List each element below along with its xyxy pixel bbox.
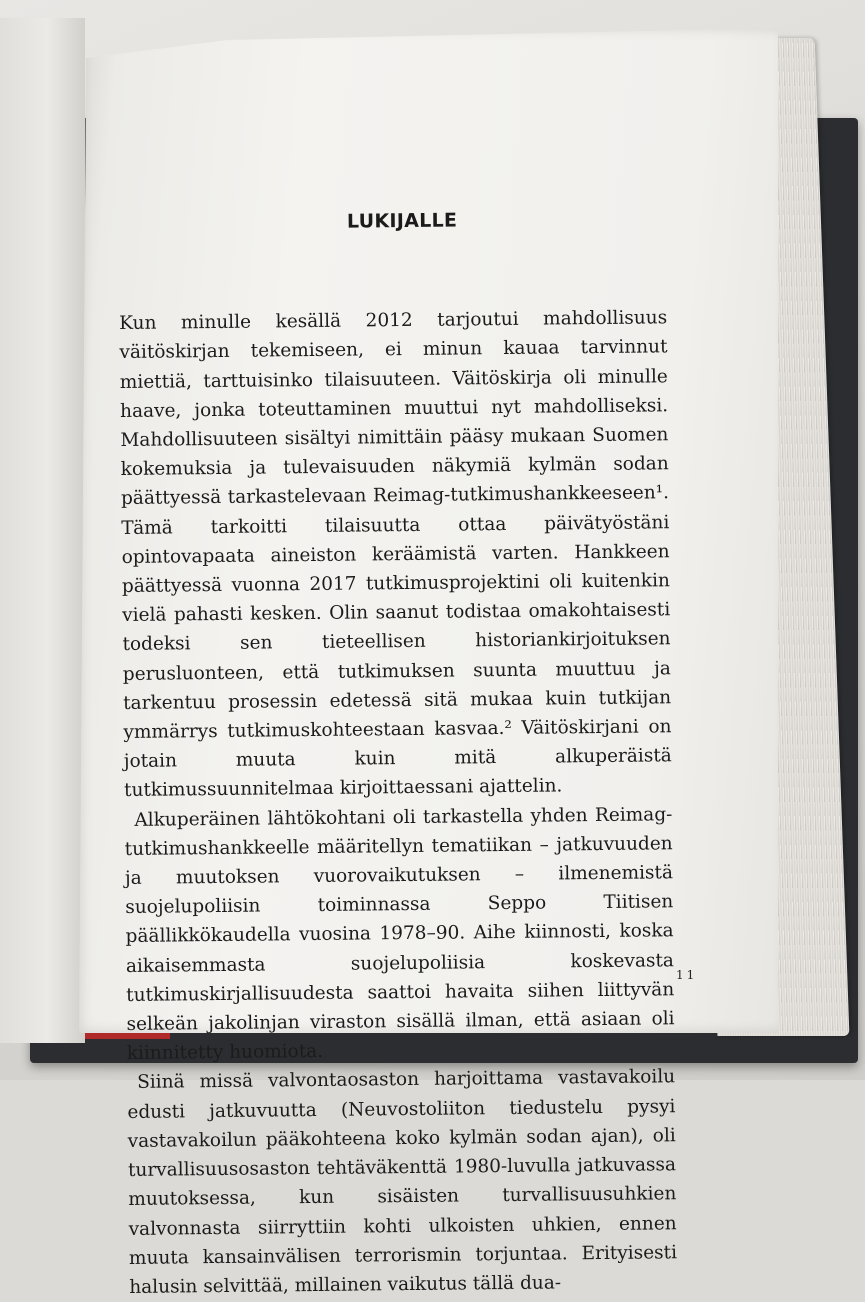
- left-page: [0, 18, 85, 1043]
- chapter-heading: LUKIJALLE: [346, 209, 458, 233]
- page-text: [118, 204, 677, 1302]
- page-number: 11: [676, 968, 698, 982]
- paragraph: Alkuperäinen lähtökohtani oli tarkastella yhden Reimag-tutkimushankkeelle määritellyn tematiikan – jatkuvuuden ja muutoksen vuorovaikutuksen – ilmenemistä suojelupoliisin toiminnassa Seppo Tiitisen päällikkökaudella vuosina 1978–90. Aihe kiinnosti, koska aikaisemmasta suojelupoliisia koskevasta tutkimuskirjallisuudesta saattoi havaita siihen liittyvän selkeän jakolinjan viraston sisällä ilman, että asiaan oli kiinnitetty huomiota.: [124, 803, 675, 1065]
- paragraph: Siinä missä valvontaosaston harjoittama vastavakoilu edusti jatkuvuutta (Neuvostoliiton tiedustelu pysyi vastavakoilun pääkohteena koko kylmän sodan ajan), oli turvallisuusosaston tehtäväkenttä 1980-luvulla jatkuvassa muutoksessa, kun sisäisten turvallisuusuhkien valvonnasta siirryttiin kohti ulkoisten uhkien, ennen muuta kansainvälisen terrorismin torjuntaa. Erityisesti halusin selvittää, millainen vaikutus tällä dua-: [127, 1066, 678, 1298]
- paragraph: Kun minulle kesällä 2012 tarjoutui mahdollisuus väitöskirjan tekemiseen, ei minun kauaa tarvinnut miettiä, tarttuisinko tilaisuuteen. Väitöskirja oli minulle haave, jonka toteuttaminen muuttui nyt mahdolliseksi. Mahdollisuuteen sisältyi nimittäin pääsy mukaan Suomen kokemuksia ja tulevaisuuden näkymiä kylmän sodan päättyessä tarkastelevaan Reimag-tutkimushankkeeseen¹. Tämä tarkoitti tilaisuutta ottaa päivätyöstäni opintovapaata aineiston keräämistä varten. Hankkeen päättyessä vuonna 2017 tutkimusprojektini oli kuitenkin vielä pahasti kesken. Olin saanut todistaa omakohtaisesti todeksi sen tieteellisen historiankirjoituksen perusluonteen, että tutkimuksen suunta muuttuu ja tarkentuu prosessin edetessä sitä mukaa kuin tutkijan ymmärrys tutkimuskohteestaan kasvaa.² Väitöskirjani on jotain muuta kuin mitä alkuperäistä tutkimussuunnitelmaa kirjoittaessani ajattelin.: [119, 307, 672, 802]
